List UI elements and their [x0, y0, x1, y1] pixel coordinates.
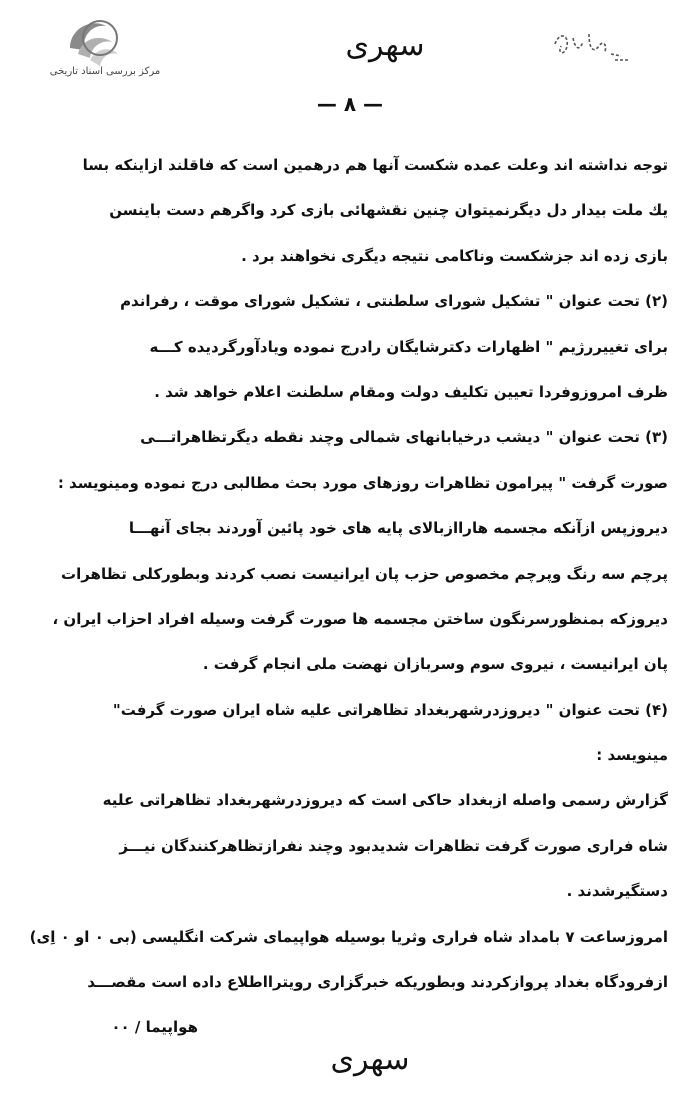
body-line: ازفرودگاه بغداد پروازکردند وبطوریکه خبرگزاری رویترااطلاع داده است مقصـــد — [87, 973, 668, 992]
archive-org-name: مرکز بررسی اسناد تاریخی — [49, 66, 161, 77]
document-body — [29, 148, 668, 1056]
body-line: شاه فراری صورت گرفت تظاهرات شدیدبود وچند نفرازتظاهرکنندگان نیـــز — [119, 836, 668, 855]
body-line: امروزساعت ۷ بامداد شاه فراری وثریا بوسیله هواپیمای شرکت انگلیسی (بی ۰ او ۰ اِی) — [29, 927, 668, 946]
body-line: بازی زده اند جزشکست وناکامی نتیجه دیگری نخواهند برد . — [241, 246, 668, 265]
body-line: دیروزپس ازآنکه مجسمه هاراازبالای پایه های خود پائین آوردند بجای آنهـــا — [128, 519, 668, 538]
body-line: مینویسد : — [596, 746, 668, 765]
body-line: برای تغییررژیم " اظهارات دکترشایگان رادرج نموده ویادآورگردیده کـــه — [149, 337, 668, 356]
body-line: دستگیرشدند . — [566, 882, 668, 901]
body-line: گزارش رسمی واصله ازبغداد حاکی است که دیروزدرشهربغداد تظاهراتی علیه — [102, 791, 668, 810]
body-line: (۲) تحت عنوان " تشکیل شورای سلطنتی ، تشکیل شورای موقت ، رفراندم — [120, 292, 668, 311]
body-line: ظرف امروزوفردا تعیین تکلیف دولت ومقام سلطنت اعلام خواهد شد . — [154, 382, 668, 401]
header-title: سهری — [345, 28, 425, 63]
body-line: دیروزکه بمنظورسرنگون ساختن مجسمه ها صورت گرفت وسیله افراد احزاب ایران ، — [52, 609, 668, 628]
body-line: (۳) تحت عنوان " دیشب درخیابانهای شمالی وچند نقطه دیگرتظاهراتـــی — [140, 428, 668, 447]
body-line: صورت گرفت " پیرامون تظاهرات روزهای مورد بحث مطالبی درج نموده ومینویسد : — [57, 473, 668, 492]
body-line: یك ملت بیدار دل دیگرنمیتوان چنین نقشهائی بازی کرد واگرهم دست باینسن — [109, 201, 668, 220]
footer-stamp: سهری — [330, 1042, 410, 1077]
body-line: پرچم سه رنگ وپرچم مخصوص حزب پان ایرانیست نصب کردند وبطورکلی تظاهرات — [61, 564, 668, 583]
handwritten-signature — [545, 24, 635, 74]
page-number: — ۸ — — [316, 92, 384, 116]
body-line: توجه نداشته اند وعلت عمده شکست آنها هم درهمین است که فاقلند ازاینکه بسا — [82, 156, 668, 174]
body-line: هواپیما / ۰۰ — [111, 1018, 198, 1037]
body-line: (۴) تحت عنوان " دیروزدرشهربغداد تظاهراتی علیه شاه ایران صورت گرفت" — [112, 700, 668, 719]
body-line: پان ایرانیست ، نیروی سوم وسربازان نهضت ملی انجام گرفت . — [202, 655, 668, 674]
